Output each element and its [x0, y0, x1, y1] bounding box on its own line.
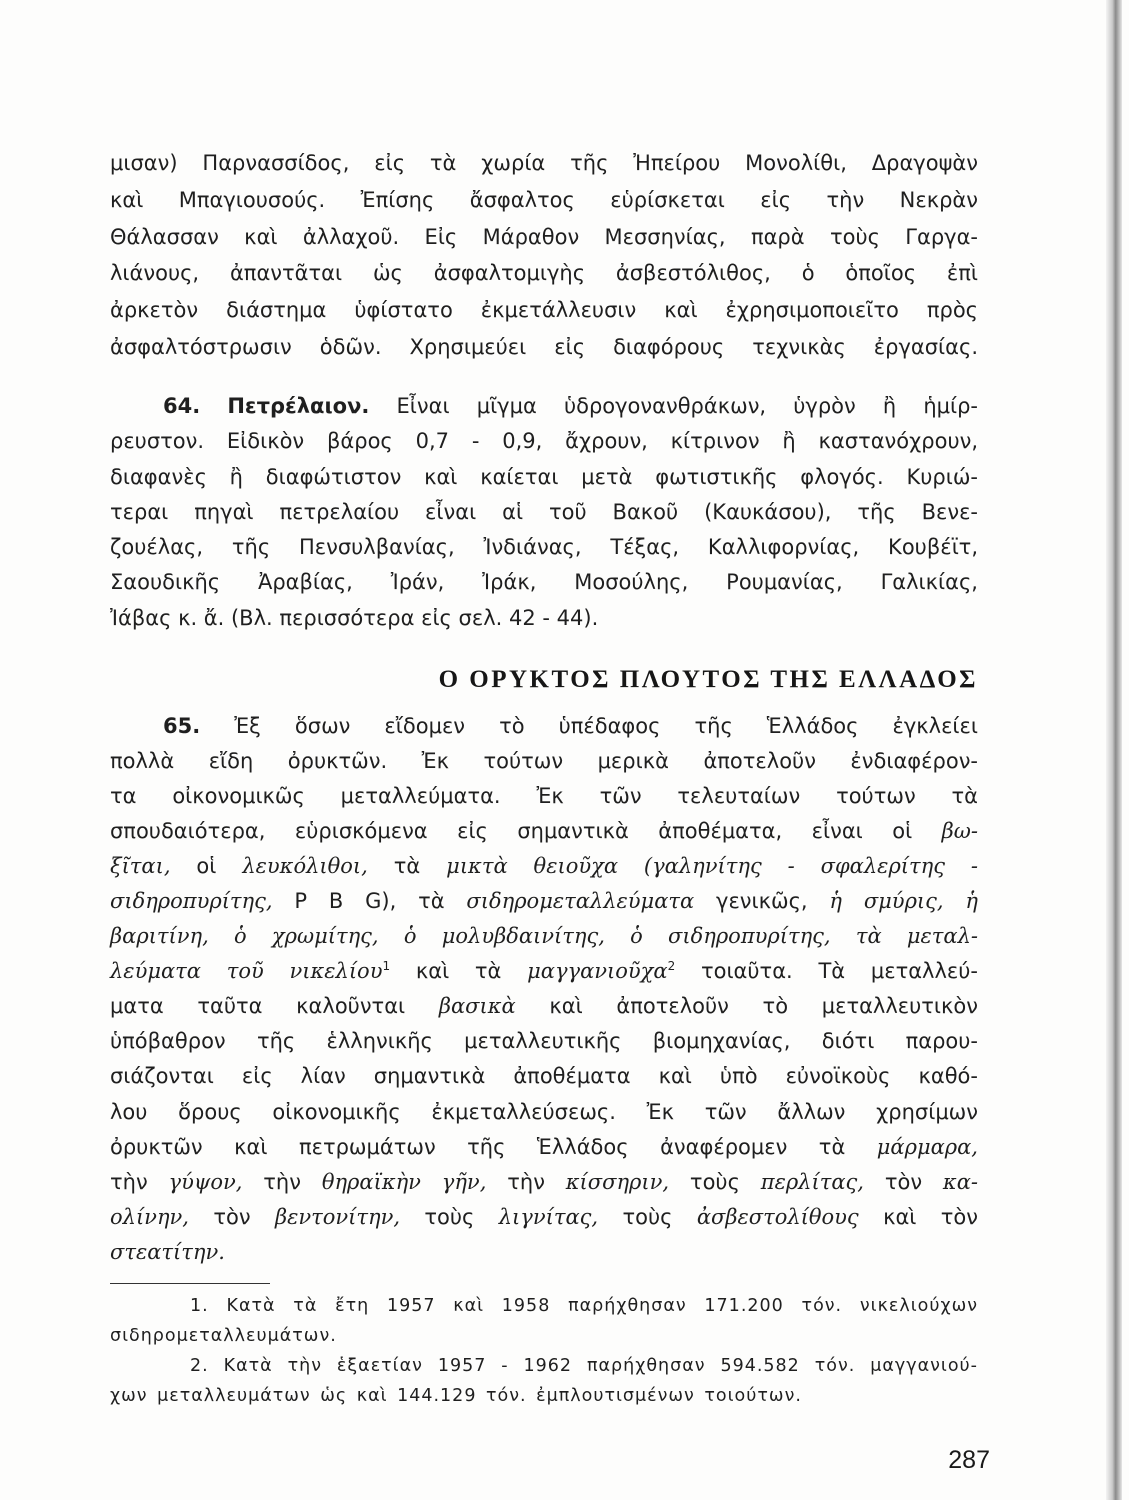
text-run: τοὺς	[598, 1204, 697, 1229]
footnote-text: χων μεταλλευμάτων ὡς καὶ 144.129 τόν. ἐμπλουτισμένων τοιούτων.	[110, 1386, 802, 1406]
text-run: μισαν) Παρνασσίδος, εἰς τὰ χωρία τῆς Ἠπείρου Μονολίθι, Δραγοψὰν	[110, 151, 978, 175]
italic-term: σιδηροπυρίτης,	[110, 888, 273, 913]
text-run: τα οἰκονομικῶς μεταλλεύματα. Ἐκ τῶν τελευταίων τούτων τὰ	[110, 783, 978, 808]
text-run: τὸν	[863, 1169, 943, 1194]
text-run: γενικῶς,	[694, 888, 830, 913]
text-line	[110, 1095, 978, 1130]
text-run: οἱ	[170, 853, 243, 878]
text-run: λου ὅρους οἰκονομικῆς ἐκμεταλλεύσεως. Ἐκ τῶν ἄλλων χρησίμων	[110, 1099, 978, 1124]
text-run: Θάλασσαν καὶ ἀλλαχοῦ. Εἰς Μάραθον Μεσσηνίας, παρὰ τοὺς Γαργα-	[110, 224, 978, 249]
text-run: τοιαῦτα. Τὰ μεταλλεύ-	[675, 959, 978, 984]
footnote-marker: 2	[667, 959, 676, 974]
italic-term: γύψον,	[168, 1169, 243, 1194]
text-line	[110, 530, 978, 565]
section-title: Πετρέλαιον.	[227, 394, 370, 418]
text-line	[110, 919, 978, 954]
italic-term: λευκόλιθοι,	[242, 853, 368, 878]
text-run: ἀσφαλτόστρωσιν ὁδῶν. Χρησιμεύει εἰς διαφόρους τεχνικὰς ἐργασίας.	[110, 334, 978, 359]
text-line	[110, 255, 978, 292]
italic-term: σιδηρομεταλλεύματα	[466, 888, 695, 913]
italic-term: κα-	[942, 1169, 978, 1194]
italic-term: μαγγανιοῦχα	[527, 959, 668, 984]
text-run: τὸν	[188, 1204, 275, 1229]
paragraph-continuation	[110, 145, 978, 366]
text-run: τὰ	[367, 853, 447, 878]
footnote-text: Κατὰ τὴν ἑξαετίαν 1957 - 1962 παρήχθησαν 594.582 τόν. μαγγανιού-	[223, 1356, 978, 1376]
section-number: 65.	[163, 713, 201, 738]
text-run: Ἰάβας κ. ἄ. (Βλ. περισσότερα εἰς σελ. 42 - 44).	[110, 605, 599, 630]
text-run: πολλὰ εἴδη ὀρυκτῶν. Ἐκ τούτων μερικὰ ἀποτελοῦν ἐνδιαφέρον-	[110, 748, 978, 773]
text-run: τεραι πηγαὶ πετρελαίου εἶναι αἱ τοῦ Βακοῦ (Καυκάσου), τῆς Βενε-	[110, 499, 978, 524]
italic-term: βασικὰ	[438, 994, 516, 1019]
text-line	[110, 814, 978, 849]
text-line	[110, 884, 978, 919]
text-line	[110, 495, 978, 530]
text-line	[110, 219, 978, 256]
italic-term: μικτὰ θειοῦχα (γαληνίτης - σφαλερίτης -	[446, 853, 979, 878]
text-line	[110, 779, 978, 814]
text-line	[110, 424, 978, 459]
footnote-line	[110, 1321, 978, 1351]
text-line	[110, 1059, 978, 1094]
italic-term: λιγνίτας,	[498, 1204, 599, 1229]
text-run: λιάνους, ἀπαντᾶται ὡς ἀσφαλτομιγὴς ἀσβεστόλιθος, ὁ ὁποῖος ἐπὶ	[110, 261, 978, 286]
text-run: καὶ ἀποτελοῦν τὸ μεταλλευτικὸν	[515, 994, 978, 1019]
paragraph-64	[110, 389, 978, 636]
scanned-page-edge	[1106, 0, 1122, 1500]
italic-term: θηραϊκὴν γῆν,	[321, 1169, 487, 1194]
text-run: ρευστον. Εἰδικὸν βάρος 0,7 - 0,9, ἄχρουν, κίτρινον ἢ καστανόχρουν,	[110, 429, 978, 454]
paragraph-65	[110, 709, 978, 1271]
text-line	[110, 1200, 978, 1235]
text-run: καὶ τὰ	[390, 959, 528, 984]
section-heading: Ο ΟΡΥΚΤΟΣ ΠΛΟΥΤΟΣ ΤΗΣ ΕΛΛΑΔΟΣ	[438, 666, 978, 693]
text-run: ζουέλας, τῆς Πενσυλβανίας, Ἰνδιάνας, Τέξας, Καλλιφορνίας, Κουβέϊτ,	[110, 535, 978, 560]
text-line	[110, 182, 978, 219]
text-line	[110, 1235, 978, 1270]
footnote-text: Κατὰ τὰ ἔτη 1957 καὶ 1958 παρήχθησαν 171.200 τόν. νικελιούχων	[226, 1296, 978, 1316]
text-run: τὴν	[242, 1169, 322, 1194]
text-run: τὴν	[110, 1169, 169, 1194]
text-run: ματα ταῦτα καλοῦνται	[110, 994, 439, 1019]
text-run: Σαουδικῆς Ἀραβίας, Ἰράν, Ἰράκ, Μοσούλης, Ρουμανίας, Γαλικίας,	[110, 570, 978, 595]
footnote-line	[110, 1381, 978, 1411]
text-line	[110, 849, 978, 884]
text-run: ὀρυκτῶν καὶ πετρωμάτων τῆς Ἑλλάδος ἀναφέρομεν τὰ	[110, 1134, 877, 1159]
text-line	[110, 989, 978, 1024]
text-line	[110, 389, 978, 424]
italic-term: στεατίτην.	[110, 1239, 225, 1264]
section-number: 64.	[163, 394, 201, 418]
footnote-text: σιδηρομεταλλευμάτων.	[110, 1326, 337, 1346]
italic-term: ολίνην,	[110, 1204, 189, 1229]
text-run: καὶ Μπαγιουσούς. Ἐπίσης ἄσφαλτος εὑρίσκεται εἰς τὴν Νεκρὰν	[110, 187, 978, 212]
footnote-line	[110, 1291, 978, 1321]
italic-term: βεντονίτην,	[274, 1204, 401, 1229]
footnotes	[110, 1291, 978, 1411]
footnote-number: 1.	[190, 1296, 209, 1316]
text-line	[110, 1165, 978, 1200]
text-line	[110, 460, 978, 495]
text-run: σπουδαιότερα, εὑρισκόμενα εἰς σημαντικὰ ἀποθέματα, εἶναι οἱ	[110, 818, 942, 843]
text-line	[110, 1024, 978, 1059]
text-run: Εἶναι μῖγμα ὑδρογονανθράκων, ὑγρὸν ἢ ἡμίρ-	[396, 394, 979, 418]
text-line	[110, 709, 978, 744]
page-number: 287	[948, 1446, 990, 1474]
text-run: σιάζονται εἰς λίαν σημαντικὰ ἀποθέματα καὶ ὑπὸ εὐνοϊκοὺς καθό-	[110, 1064, 978, 1089]
italic-term: ἡ σμύρις, ἡ	[829, 888, 978, 913]
text-line	[110, 954, 978, 989]
italic-term: κίσσηριν,	[565, 1169, 670, 1194]
text-run: καὶ τὸν	[858, 1204, 978, 1229]
text-run: τοὺς	[400, 1204, 499, 1229]
italic-term: ξῖται,	[110, 853, 171, 878]
text-run: τὴν	[486, 1169, 566, 1194]
text-run: Ἐξ ὅσων εἴδομεν τὸ ὑπέδαφος τῆς Ἑλλάδος ἐγκλείει	[234, 713, 978, 738]
text-line	[110, 145, 978, 182]
italic-term: βαριτίνη, ὁ χρωμίτης, ὁ μολυβδαινίτης, ὁ σιδηροπυρίτης, τὰ μεταλ-	[110, 924, 978, 949]
text-line	[110, 601, 978, 636]
italic-term: λεύματα τοῦ νικελίου	[110, 959, 383, 984]
text-run: τοὺς	[669, 1169, 761, 1194]
text-line	[110, 744, 978, 779]
text-line	[110, 329, 978, 366]
text-line	[110, 565, 978, 600]
footnote-marker: 1	[382, 959, 391, 974]
text-line	[110, 1130, 978, 1165]
italic-term: μάρμαρα,	[876, 1134, 978, 1159]
italic-term: βω-	[941, 818, 978, 843]
text-run: ἀρκετὸν διάστημα ὑφίστατο ἐκμετάλλευσιν καὶ ἐχρησιμοποιεῖτο πρὸς	[110, 298, 978, 323]
footnote-number: 2.	[190, 1356, 209, 1376]
italic-term: ἀσβεστολίθους	[696, 1204, 859, 1229]
footnote-separator	[110, 1283, 270, 1284]
footnote-line	[110, 1351, 978, 1381]
text-run: ὑπόβαθρον τῆς ἑλληνικῆς μεταλλευτικῆς βιομηχανίας, διότι παρου-	[110, 1029, 978, 1054]
italic-term: περλίτας,	[760, 1169, 864, 1194]
text-run: διαφανὲς ἢ διαφώτιστον καὶ καίεται μετὰ φωτιστικῆς φλογός. Κυριώ-	[110, 464, 978, 489]
text-run: P B G), τὰ	[272, 888, 467, 913]
text-line	[110, 292, 978, 329]
